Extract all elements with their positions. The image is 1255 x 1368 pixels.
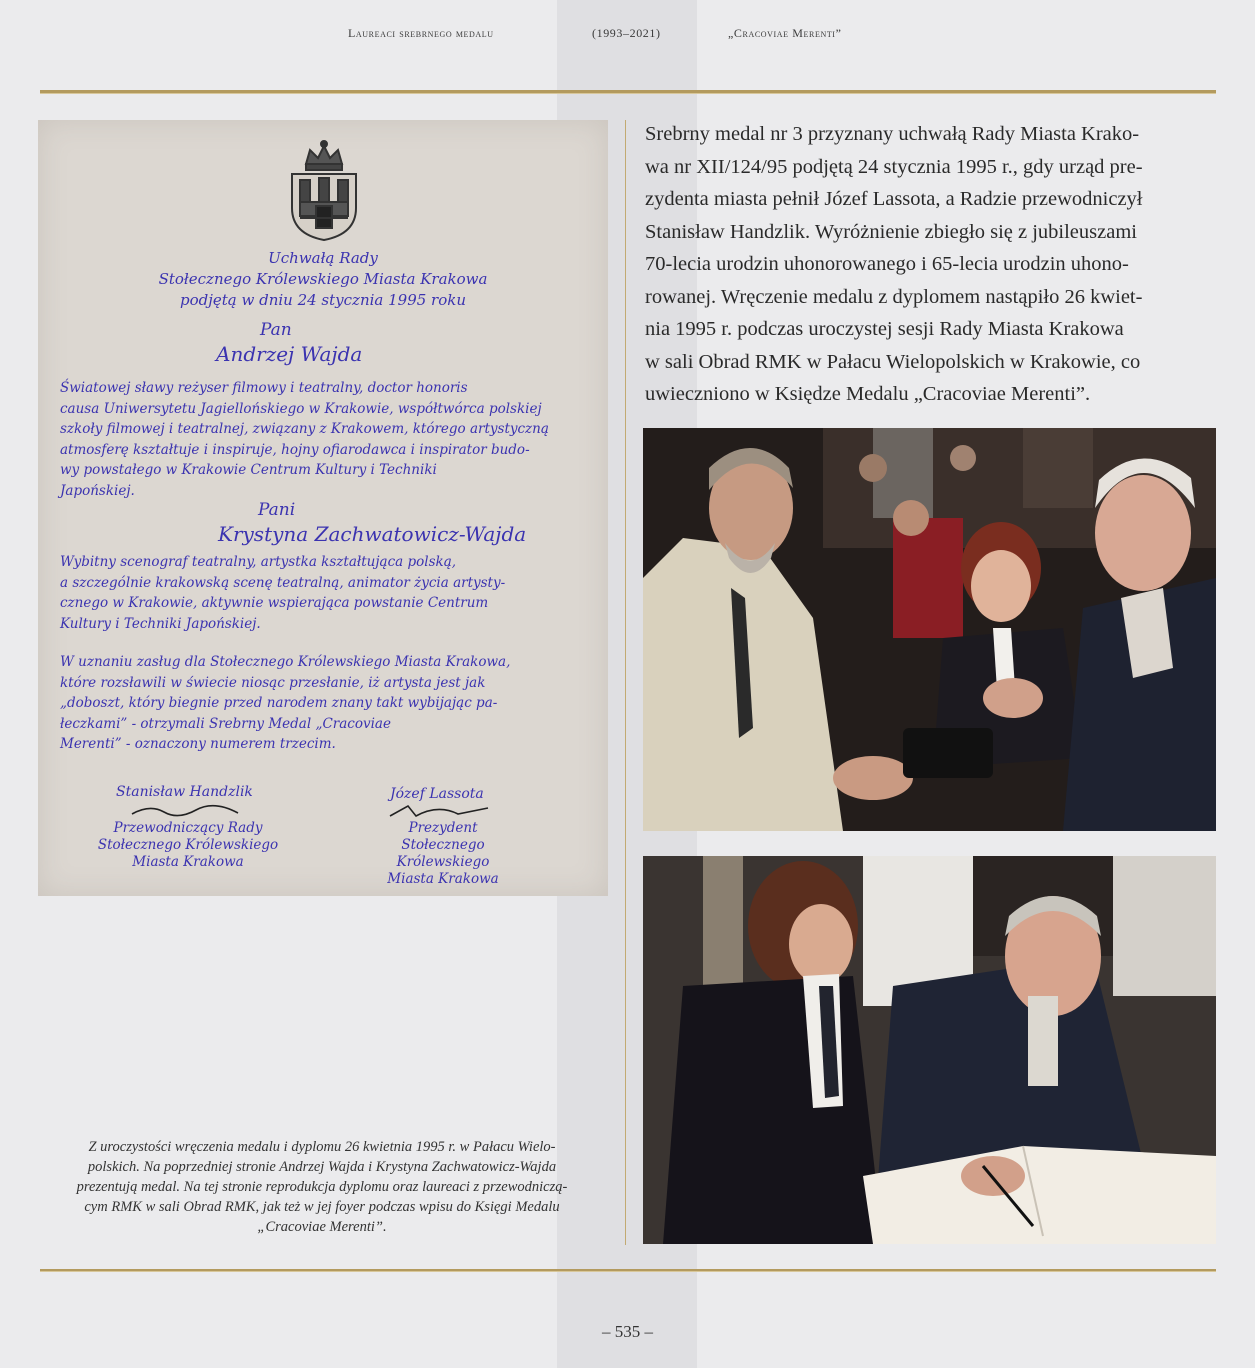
diploma-pan-line: atmosferę kształtuje i inspiruje, hojny ofiarodawca i inspirator budo- bbox=[60, 441, 530, 458]
signatory-left-role-line: Stołecznego Królewskiego bbox=[97, 837, 279, 853]
body-line: w sali Obrad RMK w Pałacu Wielopolskich w Krakowie, co bbox=[645, 350, 1141, 373]
caption-line: „Cracoviae Merenti”. bbox=[257, 1219, 387, 1235]
caption-line: Z uroczystości wręczenia medalu i dyplomu 26 kwietnia 1995 r. w Pałacu Wielo- bbox=[88, 1139, 556, 1155]
diploma-pan-line: Japońskiej. bbox=[60, 482, 135, 499]
diploma-award-line: łeczkami” - otrzymali Srebrny Medal „Cracoviae bbox=[60, 715, 391, 732]
signature-left-icon bbox=[130, 804, 240, 818]
running-head-right: „Cracoviae Merenti” bbox=[728, 26, 842, 40]
body-line: wa nr XII/124/95 podjętą 24 stycznia 1995 r., gdy urząd pre- bbox=[645, 155, 1143, 178]
diploma-pan-name: Andrzej Wajda bbox=[216, 342, 363, 366]
signature-right-icon bbox=[388, 804, 498, 818]
page-number: – 535 – bbox=[602, 1322, 653, 1341]
diploma-image bbox=[38, 120, 608, 896]
body-paragraph bbox=[645, 118, 1220, 411]
signatory-right-role-line: Prezydent bbox=[408, 820, 478, 836]
diploma-pan-description bbox=[60, 378, 595, 501]
photo-book-signing bbox=[643, 856, 1216, 1244]
diploma-award-text bbox=[60, 652, 595, 755]
diploma-pan-label: Pan bbox=[260, 320, 292, 340]
body-line: Stanisław Handzlik. Wyróżnienie zbiegło się z jubileuszami bbox=[645, 220, 1137, 243]
body-line: zydenta miasta pełnił Józef Lassota, a Radzie przewodniczył bbox=[645, 188, 1143, 210]
top-rule bbox=[40, 90, 1216, 94]
bottom-rule bbox=[40, 1269, 1216, 1272]
signatory-left-role-line: Miasta Krakowa bbox=[132, 854, 244, 870]
diploma-heading-3: podjętą w dniu 24 stycznia 1995 roku bbox=[179, 291, 467, 309]
diploma-pani-line: Wybitny scenograf teatralny, artystka kształtująca polską, bbox=[60, 554, 457, 570]
body-line: uwieczniono w Księdze Medalu „Cracoviae Merenti”. bbox=[645, 383, 1091, 405]
signatory-right-name: Józef Lassota bbox=[390, 786, 484, 802]
diploma-pan-line: wy powstałego w Krakowie Centrum Kultury i Techniki bbox=[60, 462, 437, 478]
diploma-pan-line: causa Uniwersytetu Jagiellońskiego w Krakowie, współtwórca polskiej bbox=[60, 400, 542, 417]
signatory-left-role-line: Przewodniczący Rady bbox=[113, 820, 263, 836]
diploma-pan-line: Światowej sławy reżyser filmowy i teatralny, doctor honoris bbox=[60, 380, 468, 396]
diploma-pani-line: Kultury i Techniki Japońskiej. bbox=[60, 615, 261, 632]
diploma-award-line: „doboszt, który biegnie przed narodem znany takt wybijając pa- bbox=[60, 695, 498, 711]
diploma-pani-line: a szczególnie krakowską scenę teatralną, animator życia artysty- bbox=[60, 574, 506, 591]
diploma-award-line: które rozsławili w świecie niosąc przesłanie, iż artysta jest jak bbox=[60, 674, 486, 691]
diploma-pani-description bbox=[60, 552, 595, 634]
krakow-crest-icon bbox=[286, 138, 362, 242]
signatory-left-role bbox=[88, 820, 288, 871]
caption-line: cym RMK w sali Obrad RMK, jak też w jej foyer podczas wpisu do Księgi Medalu bbox=[84, 1199, 560, 1215]
running-head-left: Laureaci srebrnego medalu bbox=[348, 26, 494, 40]
body-line: rowanej. Wręczenie medalu z dyplomem nastąpiło 26 kwiet- bbox=[645, 285, 1143, 308]
signatory-right-role-line: Stołecznego Królewskiego bbox=[396, 837, 490, 870]
body-line: 70-lecia urodzin uhonorowanego i 65-lecia urodzin uhono- bbox=[645, 253, 1129, 275]
diploma-award-line: Merenti” - oznaczony numerem trzecim. bbox=[60, 736, 336, 752]
column-divider bbox=[625, 120, 626, 1245]
photo-medal-presentation bbox=[643, 428, 1216, 831]
signatory-left-name: Stanisław Handzlik bbox=[116, 784, 253, 800]
diploma-award-line: W uznaniu zasług dla Stołecznego Królewskiego Miasta Krakowa, bbox=[60, 654, 511, 670]
diploma-heading-2: Stołecznego Królewskiego Miasta Krakowa bbox=[158, 270, 488, 288]
body-line: Srebrny medal nr 3 przyznany uchwałą Rady Miasta Krako- bbox=[645, 123, 1140, 145]
diploma-pani-name: Krystyna Zachwatowicz-Wajda bbox=[218, 522, 527, 546]
body-line: nia 1995 r. podczas uroczystej sesji Rady Miasta Krakowa bbox=[645, 318, 1124, 340]
caption-line: polskich. Na poprzedniej stronie Andrzej Wajda i Krystyna Zachwatowicz-Wajda bbox=[87, 1159, 557, 1175]
signatory-right-role-line: Miasta Krakowa bbox=[387, 871, 499, 887]
diploma-pani-label: Pani bbox=[258, 500, 296, 520]
photo-caption bbox=[42, 1137, 602, 1237]
running-head-center: (1993–2021) bbox=[592, 26, 661, 40]
diploma-heading-1: Uchwałą Rady bbox=[268, 249, 378, 267]
diploma-pani-line: cznego w Krakowie, aktywnie wspierająca powstanie Centrum bbox=[60, 595, 489, 611]
diploma-pan-line: szkoły filmowej i teatralnej, związany z Krakowem, którego artystyczną bbox=[60, 421, 549, 437]
caption-line: prezentują medal. Na tej stronie reprodukcja dyplomu oraz laureaci z przewodniczą- bbox=[76, 1179, 568, 1195]
signatory-right-role bbox=[358, 820, 528, 888]
